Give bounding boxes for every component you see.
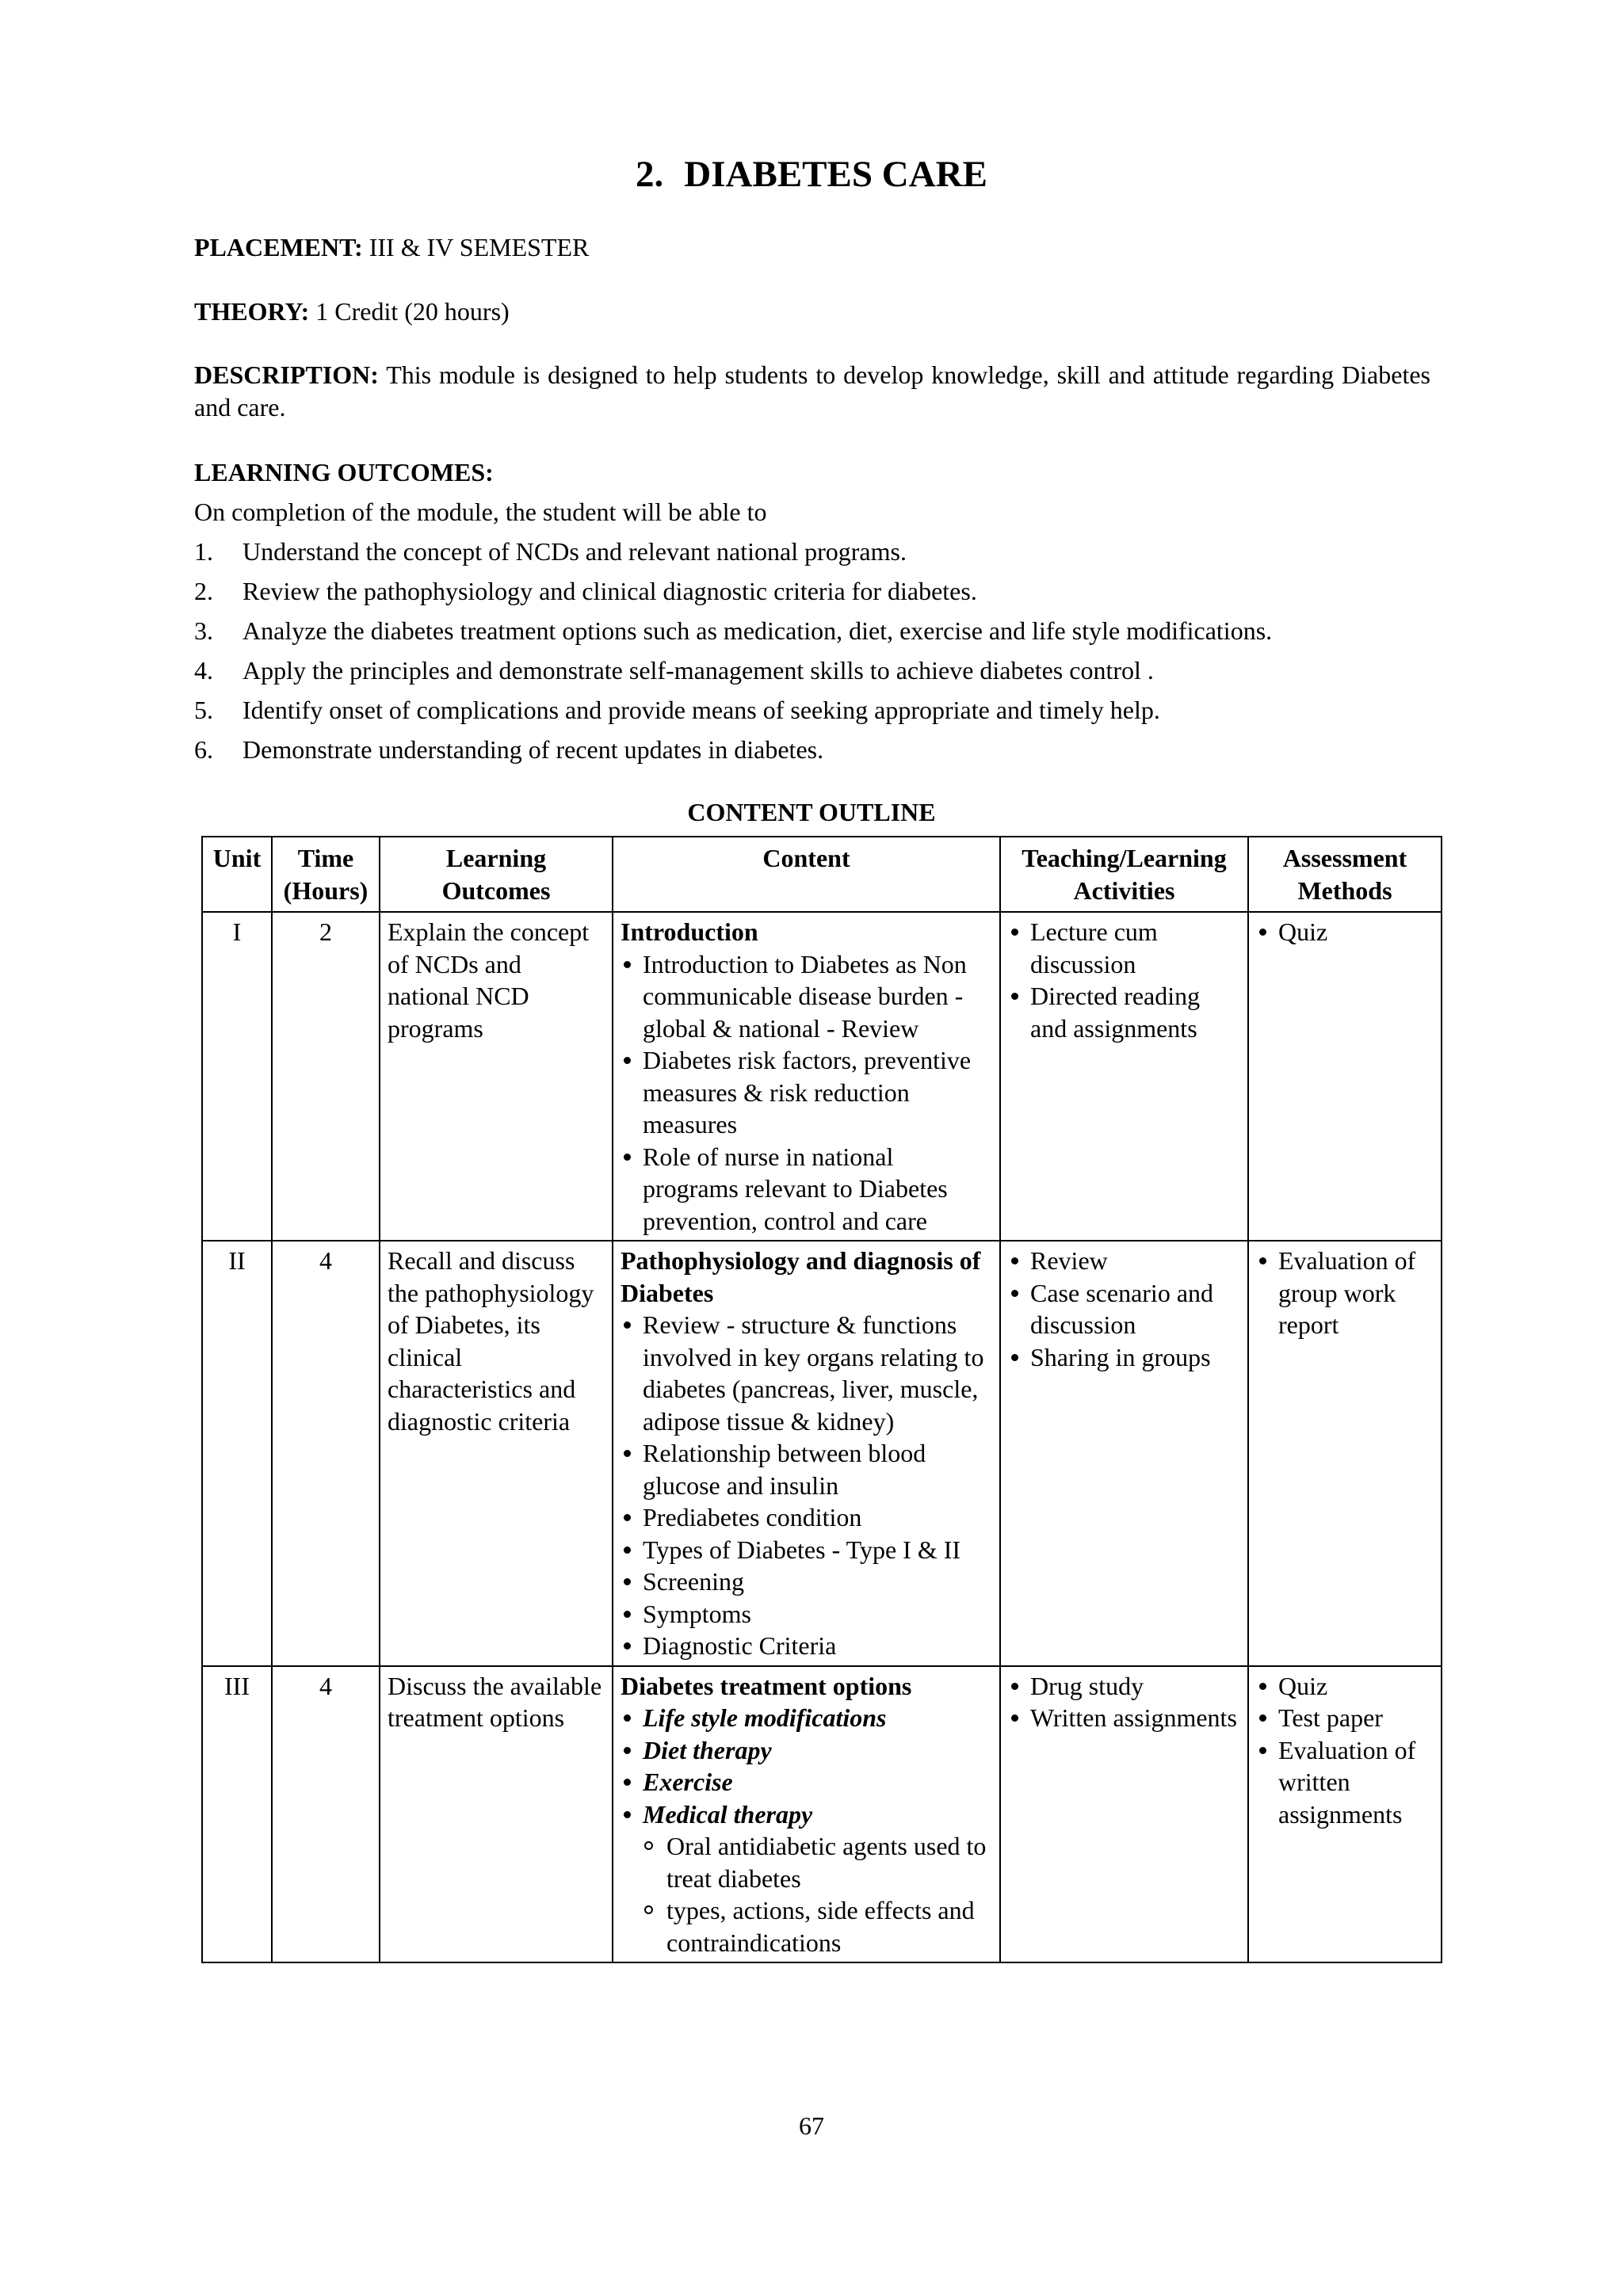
- content-item: Role of nurse in national programs relevant to Diabetes prevention, control and care: [621, 1141, 992, 1238]
- page-title: [0, 152, 1623, 196]
- description-label: DESCRIPTION:: [194, 360, 379, 389]
- assessment-item: Evaluation of written assignments: [1256, 1734, 1434, 1831]
- outcome-number: 1.: [194, 537, 213, 566]
- outcome-cell: Discuss the available treatment options: [380, 1666, 613, 1963]
- title-number: 2.: [636, 154, 664, 195]
- learning-outcomes-intro: On completion of the module, the student will be able to: [194, 498, 767, 526]
- assessment-item: Quiz: [1256, 916, 1434, 948]
- activity-item: Directed reading and assignments: [1008, 980, 1240, 1044]
- outcome-text: Apply the principles and demonstrate self-management skills to achieve diabetes control .: [242, 656, 1154, 685]
- content-item: Review - structure & functions involved in key organs relating to diabetes (pancreas, liver, muscle, adipose tissue & kidney): [621, 1309, 992, 1437]
- content-item: Screening: [621, 1566, 992, 1598]
- content-item: [621, 1798, 992, 1959]
- header-outcomes-line1: Learning: [445, 844, 547, 872]
- assessment-item: Test paper: [1256, 1702, 1434, 1734]
- placement-value: III & IV SEMESTER: [369, 233, 590, 261]
- content-item: Life style modifications: [621, 1702, 992, 1734]
- content-cell: [613, 1241, 1000, 1666]
- title-text: DIABETES CARE: [684, 154, 987, 195]
- theory-value: 1 Credit (20 hours): [315, 297, 510, 326]
- outcome-number: 6.: [194, 735, 213, 764]
- learning-outcomes-list: [194, 536, 1430, 773]
- time-cell: 4: [272, 1241, 380, 1666]
- header-unit: [202, 837, 272, 912]
- content-title: Introduction: [621, 917, 758, 946]
- content-item: Introduction to Diabetes as Non communicable disease burden - global & national - Review: [621, 948, 992, 1045]
- outcome-text: Demonstrate understanding of recent updates in diabetes.: [242, 735, 824, 764]
- learning-outcomes-heading: LEARNING OUTCOMES:: [194, 458, 494, 486]
- activities-list: [1008, 1245, 1240, 1373]
- header-content: [613, 837, 1000, 912]
- content-item-text: Medical therapy: [643, 1799, 813, 1829]
- outcome-number: 2.: [194, 577, 213, 605]
- outcome-text: Understand the concept of NCDs and relevant national programs.: [242, 537, 907, 566]
- activities-list: [1008, 916, 1240, 1044]
- table-row: [202, 1241, 1442, 1666]
- description-value: This module is designed to help students to develop knowledge, skill and attitude regarding Diabetes and care.: [194, 360, 1430, 421]
- activity-item: Case scenario and discussion: [1008, 1277, 1240, 1341]
- table-row: [202, 1666, 1442, 1963]
- activities-cell: [1000, 1241, 1248, 1666]
- unit-cell: I: [202, 912, 272, 1241]
- outcome-item: [194, 575, 1430, 615]
- activity-item: Written assignments: [1008, 1702, 1240, 1734]
- assessment-list: [1256, 1670, 1434, 1831]
- assessment-cell: [1248, 912, 1442, 1241]
- table-header-row: [202, 837, 1442, 912]
- content-outline-heading: CONTENT OUTLINE: [687, 798, 936, 826]
- content-item: Relationship between blood glucose and insulin: [621, 1437, 992, 1501]
- content-outline-table: [201, 836, 1442, 1963]
- outcome-item: [194, 654, 1430, 694]
- theory-label: THEORY:: [194, 297, 310, 326]
- outcome-item: [194, 536, 1430, 575]
- assessment-list: [1256, 1245, 1434, 1341]
- header-assessment-line2: Methods: [1297, 875, 1392, 905]
- description-paragraph: [194, 359, 1430, 424]
- outcome-number: 4.: [194, 656, 213, 685]
- content-list: [621, 948, 992, 1238]
- header-activities-line1: Teaching/Learning: [1022, 844, 1227, 872]
- activity-item: Lecture cum discussion: [1008, 916, 1240, 980]
- page-number: 67: [799, 2111, 824, 2140]
- content-list: [621, 1309, 992, 1662]
- unit-cell: II: [202, 1241, 272, 1666]
- content-subitem: types, actions, side effects and contraindications: [643, 1894, 992, 1958]
- header-time-line1: Time: [297, 844, 354, 872]
- outcome-item: [194, 734, 1430, 773]
- content-list: [621, 1702, 992, 1958]
- content-cell: [613, 1666, 1000, 1963]
- time-cell: 2: [272, 912, 380, 1241]
- content-item: Exercise: [621, 1766, 992, 1798]
- header-time-line2: (Hours): [283, 875, 369, 905]
- outcome-cell: Recall and discuss the pathophysiology of Diabetes, its clinical characteristics and diagnostic criteria: [380, 1241, 613, 1666]
- content-item: Diabetes risk factors, preventive measures & risk reduction measures: [621, 1044, 992, 1141]
- content-item: Types of Diabetes - Type I & II: [621, 1534, 992, 1566]
- content-cell: [613, 912, 1000, 1241]
- time-cell: 4: [272, 1666, 380, 1963]
- placement-line: [194, 231, 1430, 264]
- activity-item: Review: [1008, 1245, 1240, 1277]
- content-subitem: Oral antidiabetic agents used to treat diabetes: [643, 1830, 992, 1894]
- activities-cell: [1000, 1666, 1248, 1963]
- content-item: Diagnostic Criteria: [621, 1630, 992, 1662]
- assessment-cell: [1248, 1666, 1442, 1963]
- header-unit-text: Unit: [212, 844, 262, 872]
- header-time: [272, 837, 380, 912]
- activity-item: Drug study: [1008, 1670, 1240, 1703]
- outcome-cell: Explain the concept of NCDs and national NCD programs: [380, 912, 613, 1241]
- activities-cell: [1000, 912, 1248, 1241]
- outcome-text: Review the pathophysiology and clinical diagnostic criteria for diabetes.: [242, 577, 977, 605]
- content-item: Prediabetes condition: [621, 1501, 992, 1534]
- activities-list: [1008, 1670, 1240, 1734]
- outcome-number: 3.: [194, 616, 213, 645]
- content-item: Symptoms: [621, 1598, 992, 1630]
- assessment-list: [1256, 916, 1434, 948]
- outcome-number: 5.: [194, 696, 213, 724]
- activity-item: Sharing in groups: [1008, 1341, 1240, 1374]
- outcome-item: [194, 694, 1430, 734]
- header-activities: [1000, 837, 1248, 912]
- header-outcomes-line2: Outcomes: [441, 875, 551, 905]
- header-learning-outcomes: [380, 837, 613, 912]
- outcome-text: Analyze the diabetes treatment options such as medication, diet, exercise and life style modifications.: [242, 616, 1273, 645]
- content-sublist: [643, 1830, 992, 1958]
- header-activities-line2: Activities: [1073, 875, 1175, 905]
- content-title: Pathophysiology and diagnosis of Diabetes: [621, 1246, 981, 1307]
- header-assessment-line1: Assessment: [1282, 844, 1407, 872]
- content-title: Diabetes treatment options: [621, 1671, 912, 1700]
- table-row: [202, 912, 1442, 1241]
- assessment-item: Quiz: [1256, 1670, 1434, 1703]
- placement-label: PLACEMENT:: [194, 233, 363, 261]
- theory-line: [194, 296, 1430, 328]
- unit-cell: III: [202, 1666, 272, 1963]
- assessment-item: Evaluation of group work report: [1256, 1245, 1434, 1341]
- header-assessment: [1248, 837, 1442, 912]
- outcome-text: Identify onset of complications and provide means of seeking appropriate and timely help.: [242, 696, 1160, 724]
- outcome-item: [194, 615, 1430, 654]
- header-content-text: Content: [762, 844, 850, 872]
- assessment-cell: [1248, 1241, 1442, 1666]
- content-item: Diet therapy: [621, 1734, 992, 1767]
